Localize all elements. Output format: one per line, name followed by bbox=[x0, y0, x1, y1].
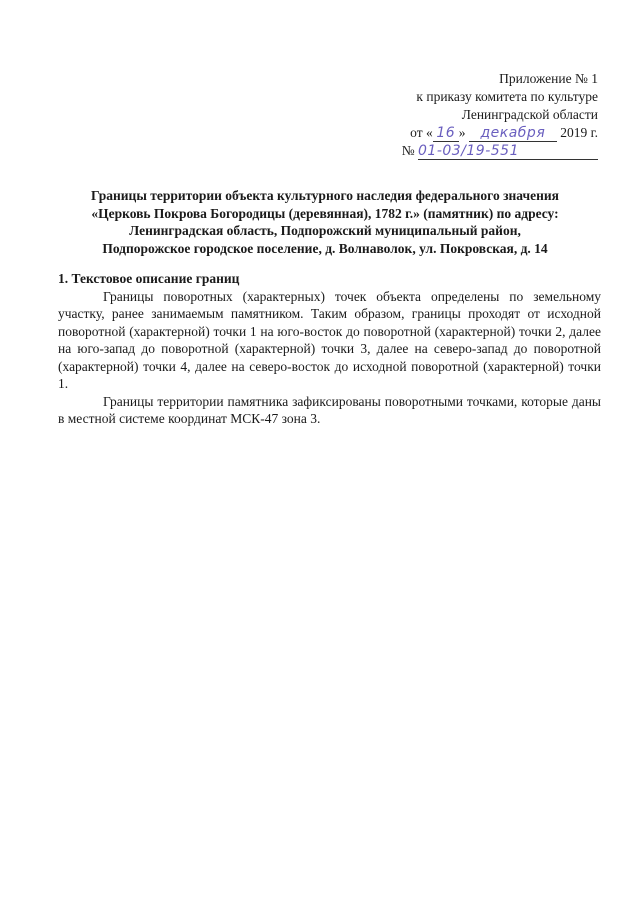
order-date bbox=[348, 124, 598, 142]
date-prefix: от « bbox=[410, 125, 433, 140]
number-prefix: № bbox=[401, 143, 415, 158]
section-heading: 1. Текстовое описание границ bbox=[58, 271, 240, 286]
number-value: 01-03/19-551 bbox=[418, 144, 598, 160]
title-line-3: Ленинградская область, Подпорожский муниципальный район, bbox=[129, 223, 521, 238]
section-1 bbox=[58, 270, 601, 428]
date-month: декабря bbox=[469, 126, 557, 142]
document-title bbox=[55, 187, 595, 257]
date-year: 2019 г. bbox=[560, 125, 598, 140]
approval-block bbox=[348, 70, 598, 160]
date-day: 16 bbox=[433, 126, 459, 142]
order-number bbox=[348, 142, 598, 160]
region-name: Ленинградской области bbox=[461, 107, 598, 122]
title-line-4: Подпорожское городское поселение, д. Волнаволок, ул. Покровская, д. 14 bbox=[102, 240, 548, 256]
order-reference: к приказу комитета по культуре bbox=[416, 89, 598, 104]
date-mid: » bbox=[458, 125, 466, 140]
title-line-1: Границы территории объекта культурного наследия федерального значения bbox=[91, 188, 559, 203]
boundary-description-paragraph: Границы поворотных (характерных) точек объекта определены по земельному участку, ранее занимаемым памятником. Таким образом, границы проходят от исходной поворотной (характерной) точки 1 на юго-восток до поворотной (характерной) точки 2, далее на юго-запад до поворотной (характерной) точки 3, далее на северо-запад до поворотной (характерной) точки 4, далее на северо-восток до исходной поворотной (характерной) точки 1. bbox=[58, 288, 601, 391]
appendix-label: Приложение № 1 bbox=[499, 71, 598, 86]
title-line-2: «Церковь Покрова Богородицы (деревянная), 1782 г.» (памятник) по адресу: bbox=[91, 205, 559, 221]
coordinate-system-paragraph: Границы территории памятника зафиксированы поворотными точками, которые даны в местной системе координат МСК-47 зона 3. bbox=[58, 393, 601, 426]
